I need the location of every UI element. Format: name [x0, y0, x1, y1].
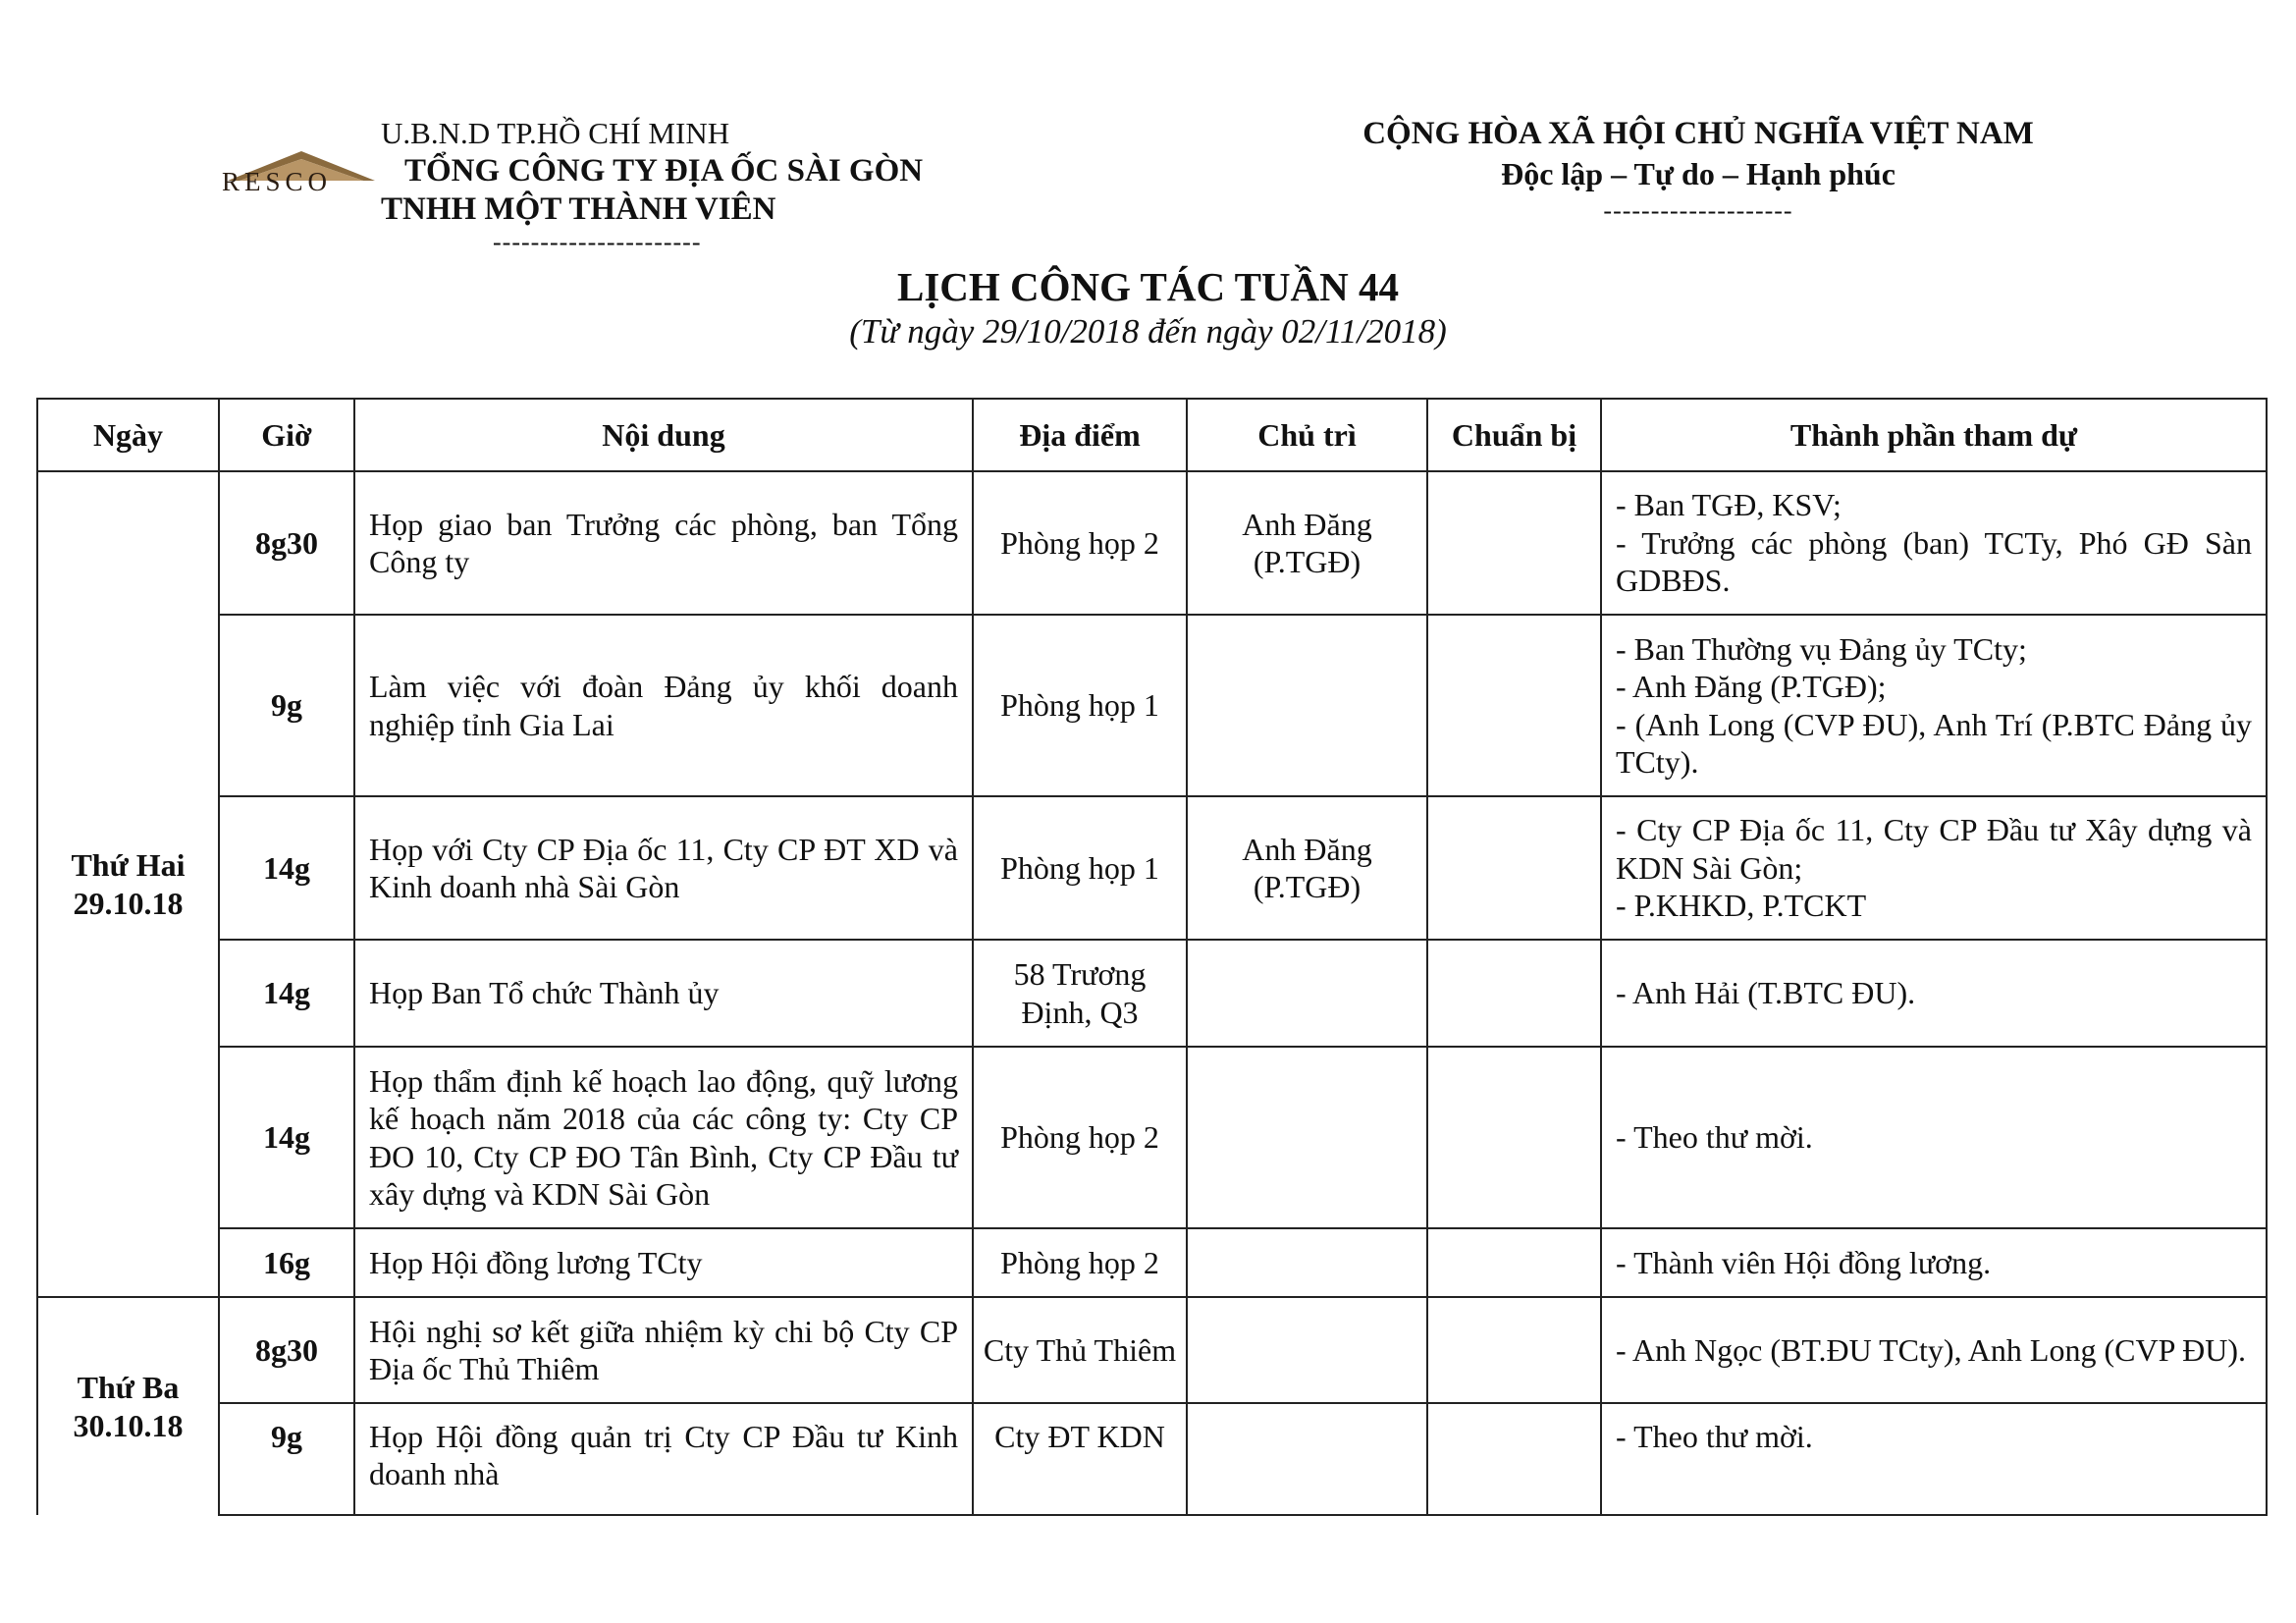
place-cell: 58 Trương Định, Q3 — [973, 940, 1187, 1047]
time-cell: 14g — [219, 796, 354, 940]
place-cell: Phòng họp 1 — [973, 615, 1187, 796]
table-row — [37, 1297, 2267, 1403]
table-row — [37, 1228, 2267, 1297]
host-cell — [1187, 940, 1427, 1047]
content-cell: Họp Hội đồng lương TCty — [354, 1228, 973, 1297]
attendee-line: - Cty CP Địa ốc 11, Cty CP Đầu tư Xây dựng và KDN Sài Gòn; — [1616, 812, 2252, 886]
attendees-cell — [1601, 1047, 2267, 1228]
place-cell: Phòng họp 2 — [973, 1228, 1187, 1297]
day-cell — [37, 471, 219, 1297]
host-cell — [1187, 1403, 1427, 1515]
attendee-line: - Ban Thường vụ Đảng ủy TCty; — [1616, 630, 2027, 667]
col-header-time: Giờ — [219, 399, 354, 471]
attendees-cell — [1601, 796, 2267, 940]
time-cell: 8g30 — [219, 1297, 354, 1403]
preparation-cell — [1427, 1297, 1601, 1403]
preparation-cell — [1427, 1228, 1601, 1297]
attendee-line: - Trưởng các phòng (ban) TCTy, Phó GĐ Sàn GDBĐS. — [1616, 524, 2252, 599]
time-cell: 9g — [219, 1403, 354, 1515]
preparation-cell — [1427, 940, 1601, 1047]
national-motto: Độc lập – Tự do – Hạnh phúc — [1501, 156, 1896, 191]
attendee-line: - (Anh Long (CVP ĐU), Anh Trí (P.BTC Đảng ủy TCty). — [1616, 706, 2252, 780]
attendee-line: - Theo thư mời. — [1616, 1419, 1813, 1454]
table-row — [37, 940, 2267, 1047]
day-date: 29.10.18 — [73, 885, 184, 921]
time-cell: 9g — [219, 615, 354, 796]
day-cell — [37, 1297, 219, 1515]
place-cell: Cty Thủ Thiêm — [973, 1297, 1187, 1403]
host-cell — [1187, 1297, 1427, 1403]
attendees-cell — [1601, 940, 2267, 1047]
content-cell: Họp thẩm định kế hoạch lao động, quỹ lương kế hoạch năm 2018 của các công ty: Cty CP ĐO 10, Cty CP ĐO Tân Bình, Cty CP Đầu tư xây dựng và KDN Sài Gòn — [354, 1047, 973, 1228]
time-cell: 14g — [219, 1047, 354, 1228]
col-header-place: Địa điểm — [973, 399, 1187, 471]
attendees-cell — [1601, 471, 2267, 615]
attendee-line: - Theo thư mời. — [1616, 1119, 1813, 1156]
attendees-cell — [1601, 1403, 2267, 1515]
attendee-line: - Anh Đăng (P.TGĐ); — [1616, 669, 1887, 705]
time-cell: 8g30 — [219, 471, 354, 615]
attendee-line: - Anh Hải (T.BTC ĐU). — [1616, 975, 1916, 1011]
table-row — [37, 796, 2267, 940]
place-cell: Phòng họp 2 — [973, 1047, 1187, 1228]
content-cell: Họp Hội đồng quản trị Cty CP Đầu tư Kinh doanh nhà — [354, 1403, 973, 1515]
col-header-day: Ngày — [37, 399, 219, 471]
left-divider: ---------------------- — [493, 228, 702, 256]
preparation-cell — [1427, 471, 1601, 615]
day-date: 30.10.18 — [73, 1407, 184, 1443]
day-name: Thứ Ba — [77, 1370, 180, 1406]
table-row — [37, 471, 2267, 615]
place-cell: Phòng họp 1 — [973, 796, 1187, 940]
col-header-attendees: Thành phần tham dự — [1601, 399, 2267, 471]
attendees-cell — [1601, 1297, 2267, 1403]
content-cell: Làm việc với đoàn Đảng ủy khối doanh nghiệp tỉnh Gia Lai — [354, 615, 973, 796]
city-committee: U.B.N.D TP.HỒ CHÍ MINH — [381, 116, 730, 150]
attendee-line: - P.KHKD, P.TCKT — [1616, 888, 1867, 924]
company-type: TNHH MỘT THÀNH VIÊN — [381, 191, 776, 227]
content-cell: Hội nghị sơ kết giữa nhiệm kỳ chi bộ Cty CP Địa ốc Thủ Thiêm — [354, 1297, 973, 1403]
attendee-line: - Anh Ngọc (BT.ĐU TCty), Anh Long (CVP ĐU). — [1616, 1331, 2247, 1368]
date-range: (Từ ngày 29/10/2018 đến ngày 02/11/2018) — [849, 312, 1447, 351]
preparation-cell — [1427, 1403, 1601, 1515]
page-title: LỊCH CÔNG TÁC TUẦN 44 — [896, 264, 1400, 309]
attendee-line: - Ban TGĐ, KSV; — [1616, 487, 1842, 523]
content-cell: Họp với Cty CP Địa ốc 11, Cty CP ĐT XD và Kinh doanh nhà Sài Gòn — [354, 796, 973, 940]
host-cell: Anh Đăng (P.TGĐ) — [1187, 471, 1427, 615]
content-cell: Họp giao ban Trưởng các phòng, ban Tổng Công ty — [354, 471, 973, 615]
schedule-table — [36, 398, 2268, 1516]
right-divider: -------------------- — [1603, 196, 1793, 225]
nation-name: CỘNG HÒA XÃ HỘI CHỦ NGHĨA VIỆT NAM — [1362, 116, 2034, 151]
host-cell — [1187, 1228, 1427, 1297]
table-header-row — [37, 399, 2267, 471]
col-header-preparation: Chuẩn bị — [1427, 399, 1601, 471]
time-cell: 14g — [219, 940, 354, 1047]
table-row — [37, 615, 2267, 796]
logo-text: RESCO — [222, 167, 333, 196]
national-header — [1306, 116, 2091, 226]
host-cell — [1187, 615, 1427, 796]
host-cell: Anh Đăng (P.TGĐ) — [1187, 796, 1427, 940]
place-cell: Cty ĐT KDN — [973, 1403, 1187, 1515]
preparation-cell — [1427, 796, 1601, 940]
attendee-line: - Thành viên Hội đồng lương. — [1616, 1244, 1992, 1280]
table-row — [37, 1403, 2267, 1515]
attendees-cell — [1601, 615, 2267, 796]
content-cell: Họp Ban Tổ chức Thành ủy — [354, 940, 973, 1047]
time-cell: 16g — [219, 1228, 354, 1297]
col-header-host: Chủ trì — [1187, 399, 1427, 471]
attendees-cell — [1601, 1228, 2267, 1297]
corporation-name: TỔNG CÔNG TY ĐỊA ỐC SÀI GÒN — [404, 153, 924, 189]
preparation-cell — [1427, 615, 1601, 796]
preparation-cell — [1427, 1047, 1601, 1228]
place-cell: Phòng họp 2 — [973, 471, 1187, 615]
col-header-content: Nội dung — [354, 399, 973, 471]
table-row — [37, 1047, 2267, 1228]
day-name: Thứ Hai — [71, 847, 186, 884]
host-cell — [1187, 1047, 1427, 1228]
